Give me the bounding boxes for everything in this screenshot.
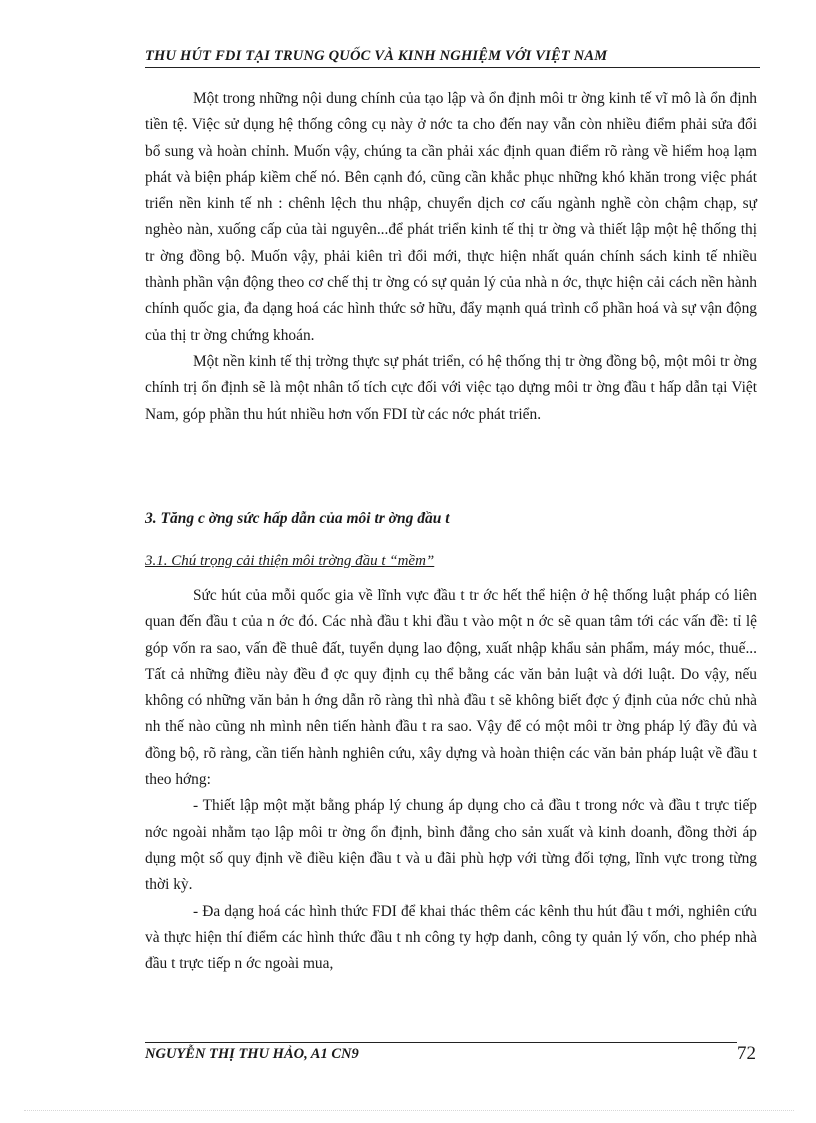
- paragraph-monetary-stability: Một trong những nội dung chính của tạo lập và ổn định môi tr ờng kinh tế vĩ mô là ổn định tiền tệ. Việc sử dụng hệ thống công cụ này ở nớc ta cho đến nay vẫn còn nhiều điểm phải sửa đổi bổ sung và hoàn chỉnh. Muốn vậy, chúng ta cần phải xác định quan điểm rõ ràng về hiểm hoạ lạm phát và biện pháp kiềm chế nó. Bên cạnh đó, cũng cần khắc phục những khó khăn trong việc phát triển nền kinh tế nh : chênh lệch thu nhập, chuyển dịch cơ cấu ngành nghề còn chậm chạp, sự nghèo nàn, xuống cấp của tài nguyên...để phát triển kinh tế thị tr ờng và thiết lập một hệ thống thị tr ờng đồng bộ. Muốn vậy, phải kiên trì đổi mới, thực hiện nhất quán chính sách kinh tế nhiều thành phần vận động theo cơ chế thị tr ờng có sự quản lý của nhà n ớc, thực hiện cải cách nền hành chính quốc gia, đa dạng hoá các hình thức sở hữu, đẩy mạnh quá trình cổ phần hoá và sự vận động của thị tr ờng chứng khoán.: [145, 90, 757, 344]
- body-text: [145, 86, 757, 428]
- section-heading-3: 3. Tăng c ờng sức hấp dẫn của môi tr ờng đầu t: [145, 510, 450, 527]
- footer-divider: [145, 1042, 737, 1043]
- paragraph-market-economy: Một nền kinh tế thị trờng thực sự phát triển, có hệ thống thị tr ờng đồng bộ, một môi tr ờng chính trị ổn định sẽ là một nhân tố tích cực đối với việc tạo dựng môi tr ờng đầu t hấp dẫn tại Việt Nam, góp phần thu hút nhiều hơn vốn FDI từ các nớc phát triển.: [145, 352, 757, 423]
- footer-author: NGUYỄN THỊ THU HẢO, A1 CN9: [145, 1046, 359, 1062]
- list-item-legal-ground: - Thiết lập một mặt bằng pháp lý chung áp dụng cho cả đầu t trong nớc và đầu t trực tiếp nớc ngoài nhằm tạo lập môi tr ờng ổn định, bình đẳng cho sản xuất và kinh doanh, đồng thời áp dụng một số quy định về điều kiện đầu t và u đãi phù hợp với từng đối tợng, lĩnh vực trong từng thời kỳ.: [145, 797, 757, 894]
- subsection-heading-3-1: 3.1. Chú trọng cải thiện môi trờng đầu t “mềm”: [145, 553, 435, 569]
- running-header: THU HÚT FDI TẠI TRUNG QUỐC VÀ KINH NGHIỆM VỚI VIỆT NAM: [145, 48, 760, 68]
- list-item-diversify-fdi: - Đa dạng hoá các hình thức FDI để khai thác thêm các kênh thu hút đầu t mới, nghiên cứu và thực hiện thí điểm các hình thức đầu t nh công ty hợp danh, công ty quản lý vốn, cho phép nhà đầu t trực tiếp n ớc ngoài mua,: [145, 902, 757, 973]
- page-number: 72: [737, 1043, 756, 1064]
- subsection-body: [145, 583, 757, 977]
- page-edge-dotted-line: [24, 1110, 794, 1111]
- paragraph-legal-system: Sức hút của mỗi quốc gia về lĩnh vực đầu t tr ớc hết thể hiện ở hệ thống luật pháp có liên quan đến đầu t của n ớc đó. Các nhà đầu t khi đầu t vào một n ớc sẽ quan tâm tới các vấn đề: tỉ lệ góp vốn ra sao, vấn đề thuê đất, tuyển dụng lao động, xuất nhập khẩu sản phẩm, máy móc, thuế... Tất cả những điều này đều đ ợc quy định cụ thể bằng các văn bản luật và dới luật. Do vậy, nếu không có những văn bản h ớng dẫn rõ ràng thì nhà đầu t sẽ không biết đợc ý định của nớc chủ nhà nh thế nào cũng nh mình nên tiến hành đầu t ra sao. Vậy để có một môi tr ờng pháp lý đầy đủ và đồng bộ, rõ ràng, cần tiến hành nghiên cứu, xây dựng và hoàn thiện các văn bản pháp luật về đầu t theo hớng:: [145, 587, 757, 789]
